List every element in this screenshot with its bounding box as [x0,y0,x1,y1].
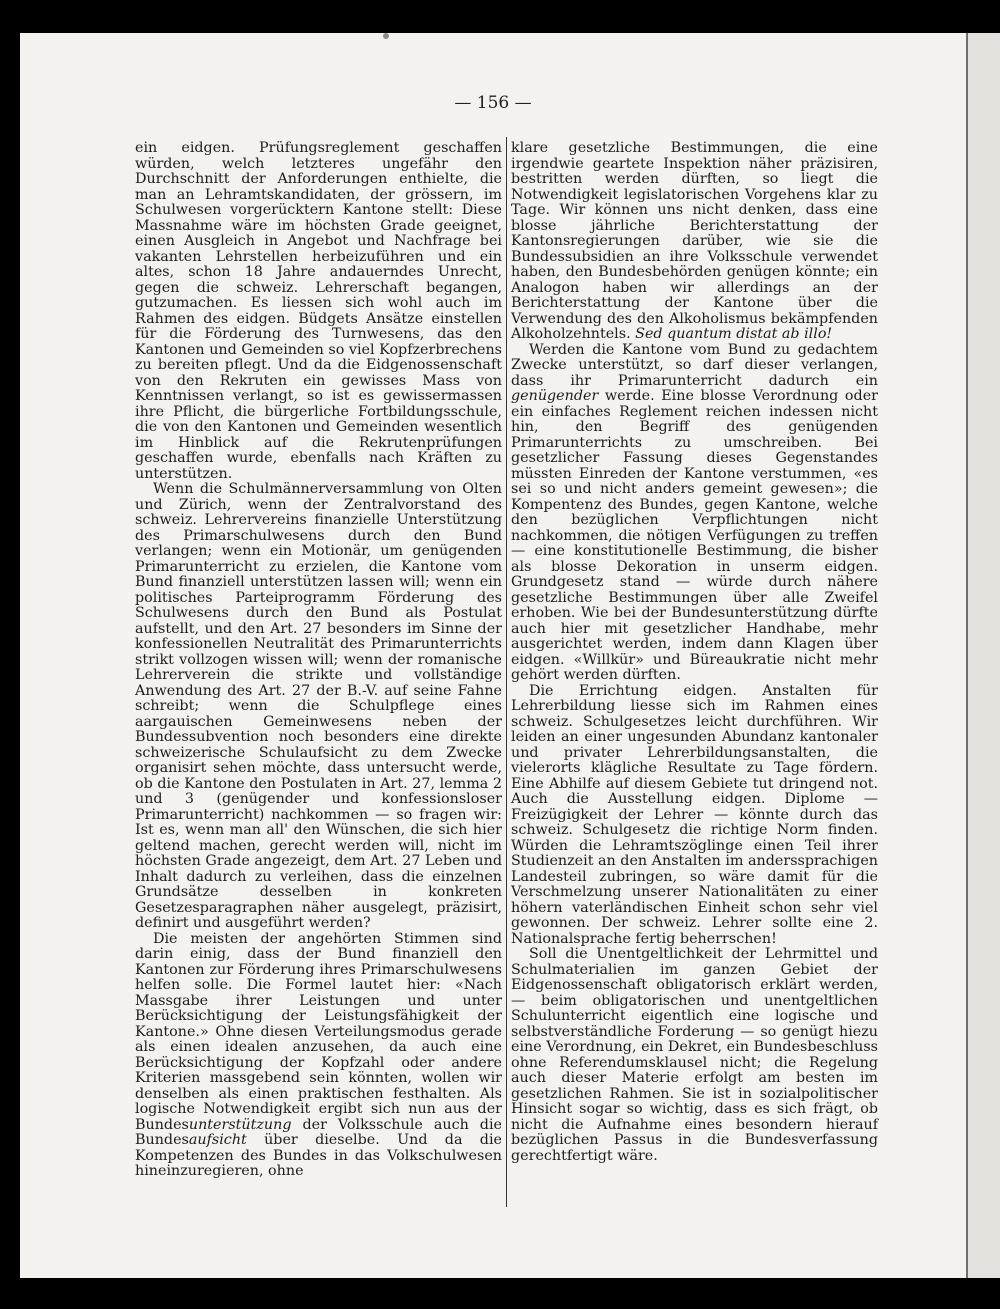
paragraph-text: werde. Eine blosse Verordnung oder ein einfaches Reglement reichen indessen nicht hin, den Begriff des genügenden Primarunterrichts zu umschreiben. Bei gesetzlicher Fassung dieses Gegenstandes müssten Einreden der Kantone verstummen, «es sei so und nicht anders gemeint gewesen»; die Kompentenz des Bundes, gegen Kantone, welche den bezüglichen Verpflichtungen nicht nachkommen, die nötigen Verfügungen zu treffen — eine konstitutionelle Bestimmung, die bisher als blosse Dekoration in unserm eidgen. Grundgesetz stand — würde durch nähere gesetzliche Bestimmungen über alle Zweifel erhoben. Wie bei der Bundesunterstützung dürfte auch hier mit gesetzlicher Handhabe, mehr ausgerichtet werden, indem dann Klagen über eidgen. «Willkür» und Büreaukratie nicht mehr gehört werden dürften. [511,388,878,683]
paragraph: Wenn die Schulmännerversammlung von Olten und Zürich, wenn der Zentralvorstand des schweiz. Lehrervereins finanzielle Unterstützung des Primarschulwesens durch den Bund verlangen; wenn ein Motionär, um genügenden Primarunterricht zu erzielen, die Kantone vom Bund finanziell unterstützen lassen will; wenn ein politisches Parteiprogramm Förderung des Schulwesens durch den Bund als Postulat aufstellt, und den Art. 27 besonders im Sinne der konfessionellen Neutralität des Primarunterrichts strikt vollzogen wissen will; wenn der romanische Lehrerverein die strikte und vollständige Anwendung des Art. 27 der B.-V. auf seine Fahne schreibt; wenn die Schulpflege eines aargauischen Gemeinwesens neben der Bundessubvention noch besonders eine direkte schweizerische Schulaufsicht zu dem Zwecke organisirt sehen möchte, dass untersucht werde, ob die Kantone den Postulaten in Art. 27, lemma 2 und 3 (genügender und konfessionsloser Primarunterricht) nachkommen — so fragen wir: Ist es, wenn man all' den Wünschen, die sich hier geltend machen, gerecht werden will, nicht im höchsten Grade angezeigt, dem Art. 27 Leben und Inhalt dadurch zu verleihen, dass die einzelnen Grundsätze desselben in konkreten Gesetzesparagraphen näher ausgelegt, präzisirt, definirt und ausgeführt werden? [135,481,502,931]
paragraph: Die Errichtung eidgen. Anstalten für Lehrerbildung liesse sich im Rahmen eines schweiz. Schulgesetzes leicht durchführen. Wir leiden an einer ungesunden Abundanz kantonaler und privater Lehrerbildungsanstalten, die vielerorts klägliche Resultate zu Tage fördern. Eine Abhilfe auf diesem Gebiete tut dringend not. Auch die Ausstellung eidgen. Diplome — Freizügigkeit der Lehrer — könnte durch das schweiz. Schulgesetz die richtige Norm finden. Würden die Lehramtszöglinge einen Teil ihrer Studienzeit an den Anstalten im anderssprachigen Landesteil zubringen, so wäre damit für die Verschmelzung unserer Nationalitäten zu einer höhern vaterländischen Einheit schon sehr viel gewonnen. Der schweiz. Lehrer sollte eine 2. Nationalsprache fertig beherrschen! [511,682,878,947]
paragraph-text: klare gesetzliche Bestimmungen, die eine irgendwie geartete Inspektion näher präzisiren, bestritten werden dürften, so liegt die Notwendigkeit legislatorischen Vorgehens klar zu Tage. Wir können uns nicht denken, dass eine blosse jährliche Berichterstattung der Kantonsregierungen darüber, wie sie die Bundessubsidien an ihre Volksschule verwendet haben, den Bundesbehörden genügen könnte; ein Analogon haben wir allerdings an der Berichterstattung der Kantone über die Verwendung des den Alkoholismus bekämpfenden Alkoholzehntels. [511,140,878,342]
paragraph [135,932,502,1180]
paragraph [511,343,878,684]
document-page [20,33,966,1278]
paragraph-text: über dieselbe. Und da die Kompetenzen des Bundes in das Volkschulwesen hineinzuregieren, ohne [135,1132,502,1179]
emphasis-text: genügender [511,388,599,404]
paragraph-text: Werden die Kantone vom Bund zu gedachtem Zwecke unterstützt, so darf dieser verlangen, dass ihr Primarunterricht dadurch ein [511,341,878,389]
page-number: — 156 — [454,93,532,113]
paragraph-text: der Volksschule auch die Bundes [135,1116,502,1148]
punch-hole-mark [383,33,389,39]
paragraph [511,141,878,343]
next-page-edge [966,33,1000,1278]
paragraph: ein eidgen. Prüfungsreglement geschaffen würden, welch letzteres ungefähr den Durchschnitt der Anforderungen enthielte, die man an Lehramtskandidaten, der grössern, im Schulwesen vorgerücktern Kantone stellt: Diese Massnahme wäre im höchsten Grade geeignet, einen Ausgleich in Angebot und Nachfrage bei vakanten Lehrstellen herbeizuführen und ein altes, schon 18 Jahre andauerndes Unrecht, gegen die schweiz. Lehrerschaft begangen, gutzumachen. Es liessen sich wohl auch im Rahmen des eidgen. Büdgets Ansätze einstellen für die Förderung des Turnwesens, das den Kantonen und Gemeinden so viel Kopfzerbrechens zu bereiten pflegt. Und da die Eidgenossenschaft von den Rekruten ein gewisses Mass von Kenntnissen verlangt, so ist es gewissermassen ihre Pflicht, die bürgerliche Fortbildungsschule, die von den Kantonen und Gemeinden wesentlich im Hinblick auf die Rekrutenprüfungen geschaffen wurde, ebenfalls nach Kräften zu unterstützen. [135,140,502,482]
emphasis-text: aufsicht [188,1132,247,1148]
left-column [135,141,502,1180]
column-divider [506,137,507,1207]
right-column [511,141,878,1164]
paragraph: Soll die Unentgeltlichkeit der Lehrmittel und Schulmaterialien im ganzen Gebiet der Eidgenossenschaft obligatorisch erklärt werden, — beim obligatorischen und unentgeltlichen Schulunterricht eigentlich eine logische und selbstverständliche Forderung — so genügt hiezu eine Verordnung, ein Dekret, ein Bundesbeschluss ohne Referendumsklausel nicht; die Regelung auch dieser Materie erfolgt am besten im gesetzlichen Rahmen. Sie ist in sozialpolitischer Hinsicht sogar so wichtig, dass es sich frägt, ob nicht die Aufnahme eines besondern hierauf bezüglichen Passus in die Bundesverfassung gerechtfertigt wäre. [511,946,878,1164]
emphasis-text: Sed quantum distat ab illo! [635,326,833,342]
emphasis-text: unterstützung [188,1116,292,1133]
paragraph-text: Die meisten der angehörten Stimmen sind darin einig, dass der Bund finanziell den Kantonen zur Förderung ihres Primarschulwesens helfen solle. Die Formel lautet hier: «Nach Massgabe ihrer Leistungen und unter Berücksichtigung der Leistungsfähigkeit der Kantone.» Ohne diesen Verteilungsmodus gerade als einen idealen anzusehen, da auch eine Berücksichtigung der Kopfzahl oder andere Kriterien massgebend sein könnten, wollen wir denselben als einen praktischen festhalten. Als logische Notwendigkeit ergibt sich nun aus der Bundes [135,930,502,1133]
